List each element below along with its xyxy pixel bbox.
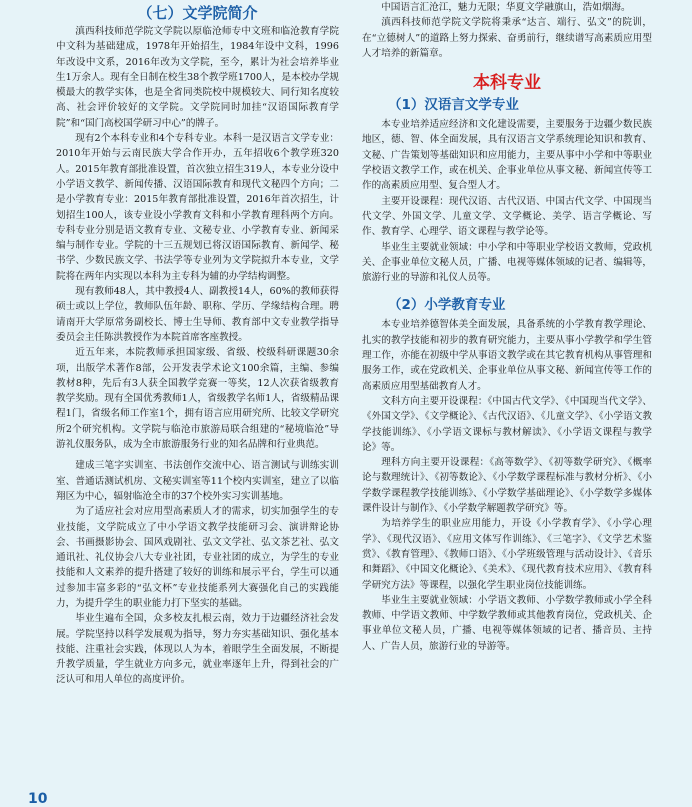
major-heading: 本科专业 (473, 73, 541, 94)
section-title: （七）文学院简介 (137, 4, 258, 22)
paragraph: 本专业培养适应经济和文化建设需要，主要服务于边疆少数民族地区，德、智、体全面发展，具有汉语言文学系统理论知识和教育、文秘、广告策划等基础知识和应用能力，主要从事中小学和中等职业学校语文教学工作，或在机关、企事业单位从事文秘、新闻宣传等工作的高素质应用型、复合型人才。 (362, 119, 652, 192)
paragraph: 滇西科技师范学院文学院将秉承“达言、端行、弘文”的院训，在“立德树人”的道路上努力探索、奋勇前行，继续谱写高素质应用型人才培养的新篇章。 (362, 17, 652, 59)
paragraph: 为培养学生的职业应用能力，开设《小学教育学》、《小学心理学》、《现代汉语》、《应用文体写作训练》、《三笔字》、《文学艺术鉴赏》、《教育管理》、《教师口语》、《小学班级管理与活动设计》、《音乐和舞蹈》、《中国文化概论》、《美术》、《现代教育技术应用》、《教育科学研究方法》等课程，以强化学生职业岗位技能训练。 (362, 518, 652, 591)
paragraph: 中国语言汇沧江，魅力无限；华夏文学融旗山，浩如烟海。 (381, 2, 631, 13)
paragraph: 建成三笔字实训室、书法创作交流中心、语言测试与训练实训室、普通话测试机房、文秘实训室等11个校内实训室，建立了以临翔区为中心，辐射临沧全市的37个校外实习实训基地。 (56, 460, 339, 502)
paragraph: 毕业生主要就业领域：中小学和中等职业学校语文教师，党政机关、企事业单位文秘人员，广播、电视等媒体领域的记者、编辑等，旅游行业的导游和礼仪人员等。 (362, 241, 652, 284)
page-number: 10 (28, 791, 48, 807)
paragraph: 现有2个本科专业和4个专科专业。本科一是汉语言文学专业：2010年开始与云南民族大学合作开办，五年招收6个教学班320人。2015年教育部批准设置，首次独立招生319人，本专业分设中小学语文教学、新闻传播、汉语国际教育和现代文秘四个方向；二是小学教育专业：2015年教育部批准设置，2016年首次招生，计划招生100人，该专业设小学教育文科和小学教育理科两个方向。专科专业分别是语文教育专业、文秘专业、小学教育专业、新闻采编与制作专业。学院的十三五规划已将汉语国际教育、新闻学、秘书学、少数民族文学、书法学等专业列为文学院拟升本专业，文学院将在两年内实现以本科为主专科为辅的办学结构调整。 (56, 133, 339, 282)
major-title: （1）汉语言文学专业 (388, 97, 519, 114)
paragraph: 文科方向主要开设课程：《中国古代文学》、《中国现当代文学》、《外国文学》、《文学概论》、《古代汉语》、《儿童文学》、《小学语文教学技能训练》、《小学语文课标与教材解读》、《小学语文课程与教学论》等。 (362, 395, 652, 453)
paragraph: 滇西科技师范学院文学院以原临沧师专中文班和临沧教育学院中文科为基础建成，1978年开始招生，1984年设中文科，1996年改设中文系，2016年改为文学院，至今，累计为社会培养毕业生1万余人。现有全日制在校生38个教学班1700人，是本校办学规模最大的教学实体，也是全省同类院校中规模较大、同行知名度较高、社会评价较好的文学院。文学院同时加挂“汉语国际教育学院”和“国门高校国学研习中心”的牌子。 (56, 26, 339, 129)
paragraph: 现有教师48人，其中教授4人、副教授14人，60%的教师获得硕士或以上学位，教师队伍年龄、职称、学历、学缘结构合理。聘请南开大学原常务副校长、博士生导师、教育部中文专业教学指导委员会主任陈洪教授作为本院首席客座教授。 (56, 286, 339, 343)
paragraph: 主要开设课程：现代汉语、古代汉语、中国古代文学、中国现当代文学、外国文学、儿童文学、文学概论、美学、语言学概论、写作、教育学、心理学、语文课程与教学论等。 (362, 195, 652, 238)
major-title: （2）小学教育专业 (388, 297, 506, 314)
right-column (362, 0, 652, 803)
left-column (56, 0, 339, 803)
paragraph: 本专业培养德智体美全面发展，具备系统的小学教育教学理论、扎实的教学技能和初步的教育研究能力，主要从事小学教学和学生管理工作，亦能在初级中学从事语文教学或在其它教育机构从事管理和服务工作，或在党政机关、企事业单位从事文秘、新闻宣传等工作的高素质应用型基础教育人才。 (362, 319, 652, 392)
paragraph: 近五年来，本院教师承担国家级、省级、校级科研课题30余项，出版学术著作8部，公开发表学术论文100余篇，主编、参编教材8种，先后有3人获全国教学竞赛一等奖，12人次获省级教育教学奖励。现有全国优秀教师1人，省级教学名师1人，省级精品课程1门，省级名师工作室1个，拥有语言应用研究所、比较文学研究所2个研究机构。文学院与临沧市旅游局联合组建的“秘境临沧”导游礼仪服务队，成为全市旅游服务行业的知名品牌和行业典范。 (56, 347, 339, 451)
paragraph: 毕业生主要就业领域：小学语文教师、小学数学教师或小学全科教师、中学语文教师、中学数学教师或其他教育岗位，党政机关、企事业单位文秘人员，广播、电视等媒体领域的记者、播音员、主持人、广告人员，旅游行业的导游等。 (362, 594, 652, 652)
paragraph: 理科方向主要开设课程：《高等数学》、《初等数学研究》、《概率论与数理统计》、《初等数论》、《小学数学课程标准与教材分析》、《小学数学课程教学技能训练》、《小学数学基础理论》、《小学数学多媒体课件设计与制作》、《小学数学解题教学研究》等。 (362, 457, 652, 515)
paragraph: 毕业生遍布全国，众多校友扎根云南，效力于边疆经济社会发展。学院坚持以科学发展观为指导，努力夯实基础知识、强化基本技能、注重社会实践，体现以人为本，着眼学生全面发展，不断提升教学质量，学生就业方向多元，就业率逐年上升，得到社会的广泛认可和用人单位的高度评价。 (56, 613, 339, 686)
paragraph: 为了适应社会对应用型高素质人才的需求，切实加强学生的专业技能，文学院成立了中小学语文教学技能研习会、演讲辩论协会、书画摄影协会、国风戏剧社、弘文文学社、弘文茶艺社、弘文通讯社、礼仪协会八大专业社团，专业社团的成立，为学生的专业技能和人文素养的提升搭建了较好的训练和展示平台，学生可以通过参加丰富多彩的“弘文杯”专业技能系列大赛强化自己的实践能力，为提升学生的职业能力打下坚实的基础。 (56, 506, 339, 609)
